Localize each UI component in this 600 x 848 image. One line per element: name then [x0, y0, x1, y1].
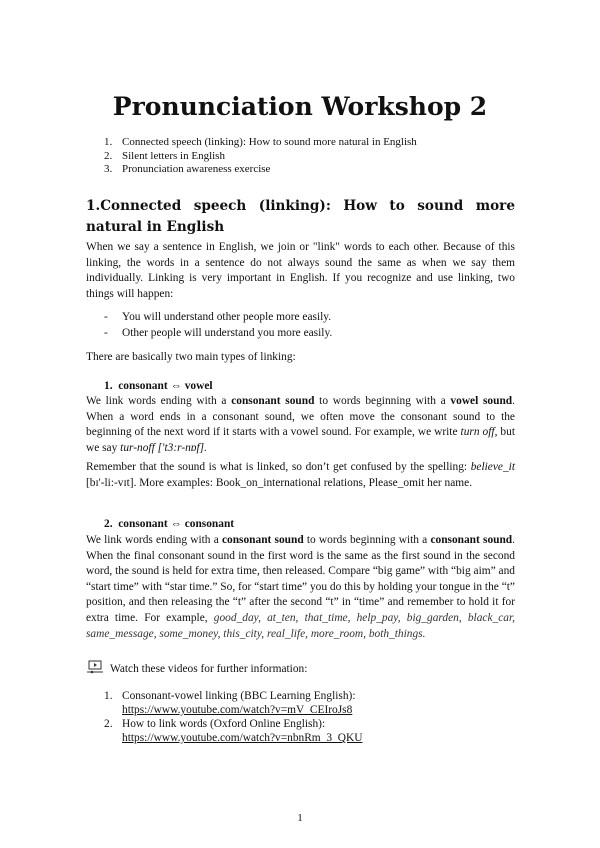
subheading-title: consonant ⇔ vowel — [118, 380, 213, 392]
section-title: Connected speech (linking): How to sound more natural in English — [86, 198, 515, 235]
section-number: 1. — [86, 198, 101, 214]
remember-paragraph: Remember that the sound is what is linked, so don’t get confused by the spelling: believe_it [bɪ'-li:-vɪt]. More examples: Book_on_international relations, Please_omit her name. — [86, 461, 515, 489]
bullet-list — [86, 310, 515, 341]
video-link[interactable]: https://www.youtube.com/watch?v=nbnRm_3_QKU — [122, 732, 363, 744]
subheading-number: 2. — [104, 518, 113, 530]
subheading-number: 1. — [104, 380, 113, 392]
toc-item: 1. Connected speech (linking): How to sound more natural in English — [104, 136, 417, 148]
list-item-text: You will understand other people more easily. — [122, 311, 332, 323]
intro-paragraph: When we say a sentence in English, we join or "link" words to each other. Because of this linking, the words in a sentence do not always sound the same as when we say them individually. Linking is very important in English. If you recognize and use linking, two things will happen: — [86, 241, 515, 300]
video-label: Consonant-vowel linking (BBC Learning English): — [122, 690, 356, 702]
video-label: How to link words (Oxford Online English): — [122, 718, 326, 730]
list-item: - You will understand other people more easily. — [104, 311, 332, 323]
consonant-vowel-paragraph: We link words ending with a consonant sound to words beginning with a vowel sound. When a word ends in a consonant sound, we often move the consonant sound to the beginning of the next word if it starts with a vowel sound. For example, we write turn off, but we say tur-noff ['t3:r-nɒf]. — [86, 395, 515, 454]
subheading-consonant-consonant — [86, 517, 515, 533]
video-item: 2. How to link words (Oxford Online English): https://www.youtube.com/watch?v=nbnRm_3_QKU — [104, 718, 363, 744]
video-link[interactable]: https://www.youtube.com/watch?v=mV_CEIroJs8 — [122, 704, 353, 716]
video-list — [86, 689, 515, 745]
page-number: 1 — [297, 812, 303, 824]
section-heading — [86, 196, 515, 238]
video-icon — [86, 660, 106, 674]
video-item: 1. Consonant-vowel linking (BBC Learning English): https://www.youtube.com/watch?v=mV_CEIroJs8 — [104, 690, 356, 716]
toc-item-label: Connected speech (linking): How to sound more natural in English — [122, 136, 417, 148]
table-of-contents — [86, 136, 515, 177]
consonant-consonant-paragraph: We link words ending with a consonant sound to words beginning with a consonant sound. When the final consonant sound in the first word is the same as the first sound in the second word, the sound is held for extra time, then released. Compare “big game” with “big aim” and “start time” with “star time.” So, for “start time” you do this by holding your tongue in the “t” position, and then releasing the “t” after the second “t” in “time” and remember to hold it for extra time. For example, good_day, at_ten, that_time, help_pay, big_garden, black_car, same_message, some_money, this_city, real_life, more_room, both_things. — [86, 534, 516, 640]
toc-item-label: Silent letters in English — [122, 149, 225, 162]
toc-item: 2. Silent letters in English — [104, 149, 225, 162]
list-item-text: Other people will understand you more easily. — [122, 326, 333, 339]
toc-item-label: Pronunciation awareness exercise — [122, 163, 271, 175]
videos-intro-text: Watch these videos for further information: — [110, 663, 308, 675]
types-intro: There are basically two main types of linking: — [86, 351, 296, 363]
subheading-consonant-vowel — [86, 379, 515, 395]
toc-item: 3. Pronunciation awareness exercise — [104, 163, 271, 175]
page-title: Pronunciation Workshop 2 — [112, 92, 488, 121]
videos-intro — [86, 660, 515, 678]
list-item: - Other people will understand you more easily. — [104, 326, 333, 339]
subheading-title: consonant ⇔ consonant — [118, 518, 235, 530]
